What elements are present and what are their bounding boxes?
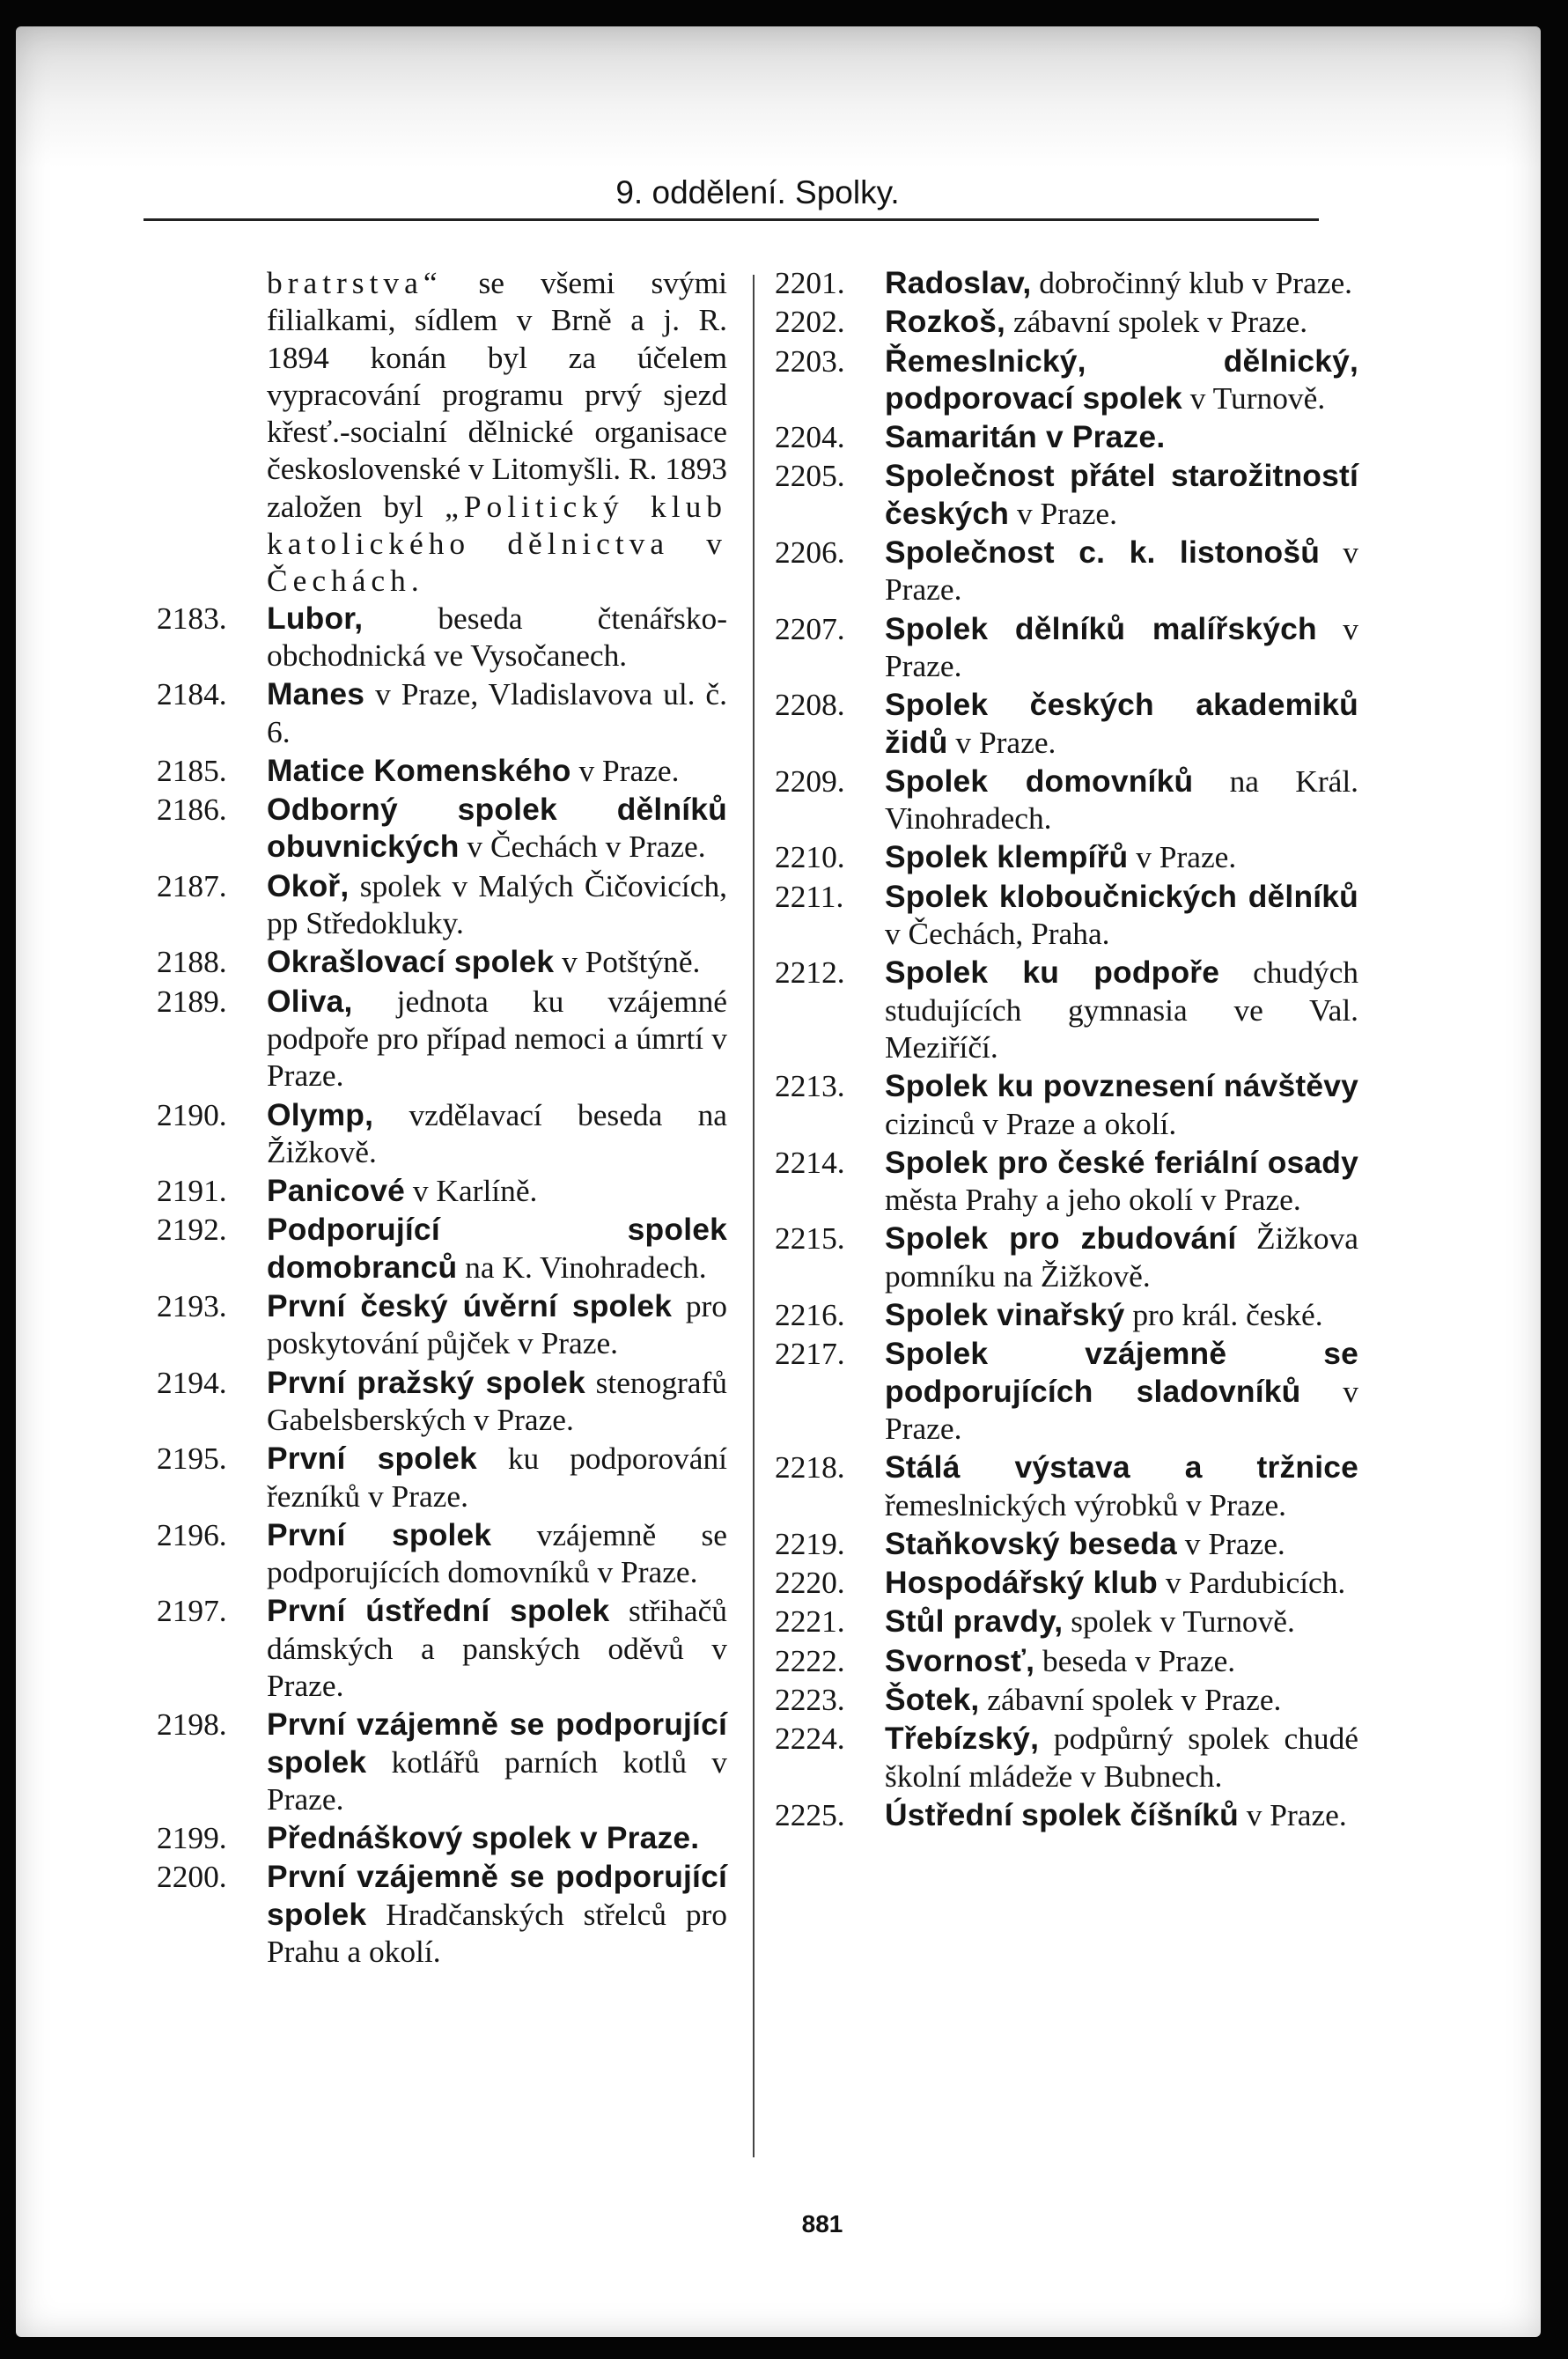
entry-description: Žižkova pomníku na Žižkově.	[885, 1220, 1358, 1294]
entry-text	[885, 343, 1358, 417]
entry-text	[267, 791, 727, 866]
right-column	[775, 264, 1358, 1835]
entry-list	[775, 264, 1358, 1833]
entry-text	[885, 763, 1358, 837]
entry-title: Spolek pro české feriální osady	[885, 1144, 1358, 1180]
entry-number: 2187.	[157, 867, 227, 903]
section-title: 9. oddělení. Spolky.	[615, 174, 900, 210]
entry-text	[885, 534, 1358, 608]
entry-description: podpůrný spolek chudé školní mládeže v Bubnech.	[885, 1721, 1358, 1794]
entry-number: 2211.	[775, 878, 844, 914]
entry-description: zábavní spolek v Praze.	[1005, 304, 1308, 340]
entry-description: Hradčanských střelců pro Prahu a okolí.	[267, 1896, 727, 1970]
entry-number: 2212.	[775, 955, 845, 991]
list-item	[775, 954, 1358, 1065]
entry-text	[267, 752, 727, 789]
list-item	[775, 878, 1358, 953]
entry-text	[885, 1564, 1358, 1601]
list-item	[775, 457, 1358, 532]
entry-title: Rozkoš,	[885, 304, 1006, 340]
entry-text	[885, 1525, 1358, 1562]
entry-text	[267, 1172, 727, 1209]
entry-title: Oliva,	[267, 983, 353, 1019]
list-item	[775, 838, 1358, 875]
entry-description: v Praze.	[1128, 839, 1237, 875]
entry-text	[885, 878, 1358, 953]
entry-number: 2224.	[775, 1721, 845, 1757]
entry-text	[885, 1603, 1358, 1640]
entry-number: 2189.	[157, 983, 227, 1019]
entry-description: v Čechách, Praha.	[885, 916, 1110, 952]
entry-text	[267, 675, 727, 750]
entry-text	[885, 610, 1358, 685]
entry-description: v Karlíně.	[405, 1173, 538, 1209]
entry-description: střihačů dámských a panských oděvů v Praze.	[267, 1593, 727, 1703]
entry-description: na K. Vinohradech.	[457, 1249, 707, 1285]
entry-number: 2210.	[775, 839, 845, 875]
list-item	[157, 1211, 727, 1286]
list-item	[775, 1603, 1358, 1640]
list-item	[775, 1525, 1358, 1562]
entry-text	[885, 1144, 1358, 1219]
list-item	[157, 1172, 727, 1209]
entry-description: v Potštýně.	[554, 944, 701, 980]
entry-description: vzájemně se podporujících domovníků v Praze.	[267, 1516, 727, 1590]
entry-title: Okoř,	[267, 867, 350, 903]
entry-title: První pražský spolek	[267, 1364, 585, 1400]
list-item	[157, 1819, 727, 1856]
list-item	[157, 867, 727, 942]
list-item	[157, 675, 727, 750]
entry-number: 2218.	[775, 1449, 845, 1485]
list-item	[775, 534, 1358, 608]
entry-title: Spolek dělníků malířských	[885, 610, 1317, 646]
entry-number: 2197.	[157, 1593, 227, 1629]
entry-title: Stálá výstava a tržnice	[885, 1449, 1358, 1485]
entry-description: řemeslnických výrobků v Praze.	[885, 1486, 1286, 1522]
paragraph-text: se všemi svými filialkami, sídlem v Brně a j. R. 1894 konán byl za účelem vypracování programu prvý sjezd křesť.-socialní dělnické organisace československé v Litomyšli. R. 1893 založen byl	[267, 265, 727, 524]
entry-number: 2225.	[775, 1796, 845, 1832]
entry-number: 2216.	[775, 1297, 845, 1333]
entry-number: 2192.	[157, 1212, 227, 1248]
list-item	[157, 1364, 727, 1439]
list-item	[157, 600, 727, 675]
page-number: 881	[801, 2210, 843, 2237]
entry-text	[885, 1681, 1358, 1718]
list-item	[775, 1220, 1358, 1294]
entry-number: 2213.	[775, 1068, 845, 1104]
list-item	[157, 1096, 727, 1171]
entry-text	[885, 1067, 1358, 1142]
entry-title: Samaritán v Praze.	[885, 419, 1166, 455]
entry-title: Spolek domovníků	[885, 763, 1194, 799]
entry-text	[885, 1642, 1358, 1679]
book-page	[16, 26, 1541, 2337]
entry-number: 2203.	[775, 343, 845, 379]
entry-number: 2205.	[775, 458, 845, 494]
list-item	[775, 1335, 1358, 1447]
list-item	[157, 1287, 727, 1362]
entry-number: 2196.	[157, 1516, 227, 1552]
entry-title: První ústřední spolek	[267, 1593, 610, 1629]
entry-description: v Praze.	[1009, 495, 1117, 531]
entry-title: Spolek českých akademiků židů	[885, 687, 1358, 760]
entry-description: města Prahy a jeho okolí v Praze.	[885, 1182, 1301, 1218]
list-item	[775, 1449, 1358, 1523]
entry-title: Manes	[267, 676, 365, 712]
entry-number: 2223.	[775, 1681, 845, 1717]
list-item	[775, 1720, 1358, 1795]
entry-text	[885, 418, 1358, 455]
entry-text	[267, 600, 727, 675]
entry-number: 2185.	[157, 752, 227, 788]
entry-description: v Praze.	[885, 610, 1358, 683]
spaced-text: „Politický klub katolického dělnictva v Čechách.	[267, 488, 727, 599]
list-item	[157, 752, 727, 789]
entry-number: 2184.	[157, 676, 227, 712]
entry-number: 2195.	[157, 1441, 227, 1477]
entry-text	[267, 1819, 727, 1856]
entry-number: 2209.	[775, 763, 845, 799]
list-item	[157, 1516, 727, 1591]
entry-title: Odborný spolek dělníků obuvnických	[267, 792, 727, 865]
entry-number: 2190.	[157, 1096, 227, 1132]
entry-title: Svornosť,	[885, 1642, 1035, 1678]
entry-title: Šotek,	[885, 1681, 980, 1717]
list-item	[775, 418, 1358, 455]
list-item	[775, 1681, 1358, 1718]
entry-description: kotlářů parních kotlů v Praze.	[267, 1743, 727, 1817]
entry-list	[157, 600, 727, 1971]
entry-number: 2193.	[157, 1288, 227, 1324]
entry-description: v Turnově.	[1182, 380, 1326, 416]
entry-description: v Praze.	[885, 534, 1358, 608]
entry-description: v Praze, Vladislavova ul. č. 6.	[267, 676, 727, 749]
entry-title: Staňkovský beseda	[885, 1525, 1177, 1561]
entry-text	[885, 264, 1358, 301]
entry-title: Stůl pravdy,	[885, 1603, 1064, 1640]
entry-description: beseda v Praze.	[1034, 1642, 1236, 1678]
entry-description: v Praze.	[1176, 1525, 1285, 1561]
list-item	[157, 1706, 727, 1817]
entry-description: beseda čtenářsko-obchodnická ve Vysočanech.	[267, 600, 727, 673]
list-item	[775, 1067, 1358, 1142]
entry-number: 2215.	[775, 1220, 845, 1257]
entry-text	[267, 1706, 727, 1817]
list-item	[157, 983, 727, 1095]
entry-title: Podporující spolek domobranců	[267, 1212, 727, 1285]
entry-description: na Král. Vinohradech.	[885, 763, 1358, 837]
entry-number: 2207.	[775, 610, 845, 646]
spaced-text: bratrstva“	[267, 265, 443, 300]
entry-title: Matice Komenského	[267, 752, 571, 788]
entry-number: 2208.	[775, 687, 845, 723]
entry-title: Spolek kloboučnických dělníků	[885, 878, 1358, 914]
entry-description: jednota ku vzájemné podpoře pro případ nemoci a úmrtí v Praze.	[267, 983, 727, 1094]
list-item	[157, 943, 727, 980]
entry-title: Společnost přátel starožitností českých	[885, 458, 1358, 531]
entry-text	[885, 1220, 1358, 1294]
entry-text	[885, 1720, 1358, 1795]
list-item	[775, 686, 1358, 761]
entry-text	[885, 1449, 1358, 1523]
entry-number: 2221.	[775, 1603, 845, 1640]
entry-number: 2220.	[775, 1565, 845, 1601]
column-divider	[753, 275, 755, 2157]
list-item	[775, 1564, 1358, 1601]
entry-text	[885, 1335, 1358, 1447]
entry-number: 2200.	[157, 1859, 227, 1895]
entry-title: První vzájemně se podporující spolek	[267, 1859, 727, 1932]
entry-description: cizinců v Praze a okolí.	[885, 1105, 1177, 1141]
entry-text	[267, 1364, 727, 1439]
entry-text	[267, 1592, 727, 1704]
entry-text	[885, 1796, 1358, 1833]
entry-number: 2194.	[157, 1364, 227, 1400]
entry-text	[885, 838, 1358, 875]
entry-text	[267, 867, 727, 942]
entry-description: v Pardubicích.	[1158, 1565, 1346, 1601]
list-item	[775, 763, 1358, 837]
entry-description: ku podporování řezníků v Praze.	[267, 1441, 727, 1514]
entry-description: stenografů Gabelsberských v Praze.	[267, 1364, 727, 1437]
entry-description: spolek v Malých Čičovicích, pp Středokluky.	[267, 867, 727, 941]
list-item	[775, 1144, 1358, 1219]
entry-text	[267, 1516, 727, 1591]
continuation-paragraph	[157, 264, 727, 600]
entry-number: 2217.	[775, 1336, 845, 1372]
entry-title: Spolek ku povznesení návštěvy	[885, 1068, 1358, 1104]
entry-text	[267, 1287, 727, 1362]
entry-title: Řemeslnický, dělnický, podporovací spolek	[885, 343, 1358, 416]
entry-text	[885, 954, 1358, 1065]
entry-title: Přednáškový spolek v Praze.	[267, 1820, 700, 1856]
entry-number: 2222.	[775, 1642, 845, 1678]
entry-title: Radoslav,	[885, 265, 1032, 300]
entry-title: První český úvěrní spolek	[267, 1288, 673, 1324]
list-item	[775, 343, 1358, 417]
entry-number: 2219.	[775, 1525, 845, 1561]
entry-title: Spolek vinařský	[885, 1297, 1125, 1333]
entry-title: Spolek klempířů	[885, 839, 1129, 875]
entry-number: 2202.	[775, 304, 845, 340]
entry-title: První spolek	[267, 1441, 477, 1477]
entry-title: Lubor,	[267, 600, 364, 636]
entry-text	[267, 1440, 727, 1515]
list-item	[775, 1796, 1358, 1833]
entry-text	[885, 303, 1358, 340]
entry-description: chudých studujících gymnasia ve Val. Meziříčí.	[885, 955, 1358, 1065]
entry-text	[267, 983, 727, 1095]
entry-description: pro poskytování půjček v Praze.	[267, 1288, 728, 1361]
entry-title: Olymp,	[267, 1096, 374, 1132]
list-item	[157, 1440, 727, 1515]
entry-text	[885, 457, 1358, 532]
entry-title: Panicové	[267, 1173, 406, 1209]
entry-number: 2199.	[157, 1820, 227, 1856]
entry-number: 2186.	[157, 792, 227, 828]
list-item	[157, 791, 727, 866]
list-item	[775, 610, 1358, 685]
entry-number: 2206.	[775, 534, 845, 571]
entry-title: První vzájemně se podporující spolek	[267, 1707, 727, 1780]
entry-description: v Čechách v Praze.	[459, 829, 706, 865]
entry-number: 2198.	[157, 1707, 227, 1743]
entry-number: 2183.	[157, 600, 227, 636]
entry-number: 2214.	[775, 1144, 845, 1180]
entry-text	[885, 1296, 1358, 1333]
entry-description: pro král. české.	[1124, 1297, 1323, 1333]
entry-description: v Praze.	[947, 724, 1056, 760]
entry-description: spolek v Turnově.	[1063, 1603, 1295, 1640]
entry-description: dobročinný klub v Praze.	[1031, 265, 1353, 300]
list-item	[157, 1592, 727, 1704]
list-item	[775, 303, 1358, 340]
list-item	[775, 264, 1358, 301]
entry-title: Spolek pro zbudování	[885, 1220, 1237, 1257]
left-column	[157, 264, 727, 1972]
entry-text	[267, 1096, 727, 1171]
page-header	[144, 167, 1319, 221]
entry-description: v Praze.	[571, 752, 680, 788]
entry-number: 2188.	[157, 944, 227, 980]
entry-title: Třebízský,	[885, 1721, 1040, 1757]
entry-title: Hospodářský klub	[885, 1565, 1158, 1601]
entry-title: Společnost c. k. listonošů	[885, 534, 1321, 571]
entry-title: Ústřední spolek číšníků	[885, 1796, 1239, 1832]
entry-title: Okrašlovací spolek	[267, 944, 555, 980]
entry-title: První spolek	[267, 1516, 492, 1552]
list-item	[775, 1296, 1358, 1333]
entry-text	[267, 1858, 727, 1970]
entry-title: Spolek ku podpoře	[885, 955, 1220, 991]
entry-description: zábavní spolek v Praze.	[979, 1681, 1282, 1717]
entry-description: v Praze.	[885, 1373, 1359, 1446]
entry-text	[267, 1211, 727, 1286]
entry-description: v Praze.	[1238, 1796, 1347, 1832]
entry-text	[885, 686, 1358, 761]
entry-description: vzdělavací beseda na Žižkově.	[267, 1096, 727, 1169]
entry-number: 2204.	[775, 419, 845, 455]
entry-text	[267, 943, 727, 980]
entry-number: 2191.	[157, 1173, 227, 1209]
list-item	[775, 1642, 1358, 1679]
entry-title: Spolek vzájemně se podporujících sladovníků	[885, 1336, 1358, 1409]
list-item	[157, 1858, 727, 1970]
entry-number: 2201.	[775, 265, 845, 300]
